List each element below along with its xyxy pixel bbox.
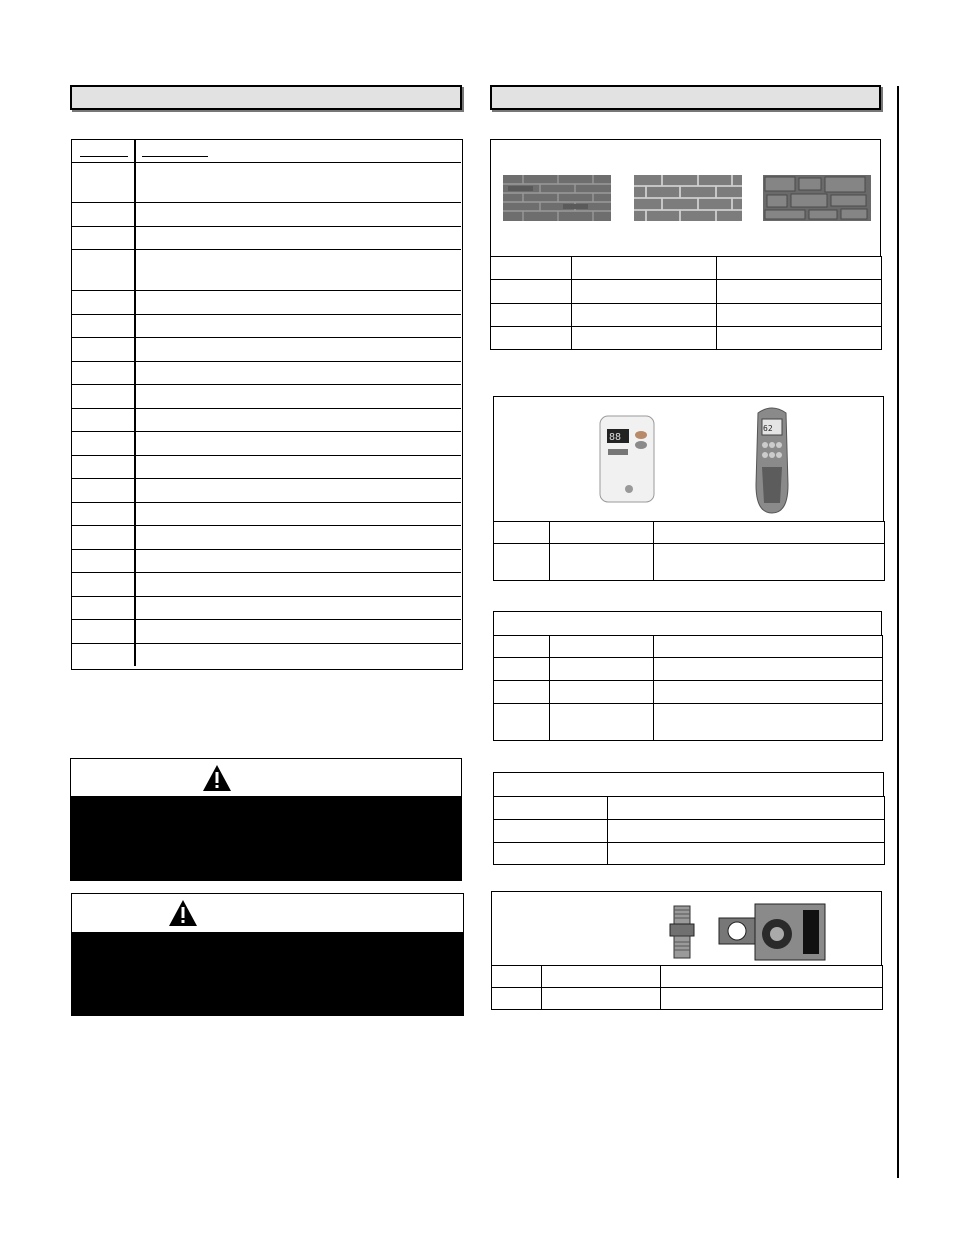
remote-table <box>493 521 885 581</box>
warning-triangle-icon <box>168 899 198 927</box>
table-three-col <box>493 635 883 741</box>
fittings-cell <box>661 966 883 988</box>
three-col-cell <box>494 636 550 658</box>
three-col-cell <box>654 636 883 658</box>
brick-panel-cell <box>717 327 882 350</box>
brick-panel-cell <box>717 280 882 304</box>
remote-cell <box>494 544 550 581</box>
two-col-row <box>494 843 885 865</box>
parts-table <box>71 139 463 670</box>
two-col-cell <box>608 820 885 843</box>
remote-cell <box>550 544 654 581</box>
fittings-cell <box>661 988 883 1010</box>
header-underline-1 <box>80 156 128 157</box>
parts-table-row <box>72 338 461 362</box>
parts-table-row <box>72 315 461 338</box>
brick-panel-row <box>491 304 882 327</box>
svg-text:62: 62 <box>763 424 773 433</box>
remote-row <box>494 544 885 581</box>
brick-panel-cell <box>572 304 717 327</box>
parts-table-row <box>72 644 461 666</box>
brick-swatch-1 <box>503 175 611 221</box>
fittings-row <box>492 966 883 988</box>
remote-row <box>494 522 885 544</box>
parts-table-row <box>72 250 461 291</box>
warning-box-1 <box>70 758 462 881</box>
parts-table-row <box>72 291 461 315</box>
remote-cell <box>654 544 885 581</box>
right-section-header <box>490 85 881 110</box>
warning-body-1 <box>71 796 461 880</box>
remote-image-box <box>493 396 884 522</box>
warning-triangle-icon <box>202 764 232 792</box>
three-col-row <box>494 636 883 658</box>
three-col-cell <box>654 658 883 681</box>
parts-table-row <box>72 432 461 456</box>
handheld-remote-image <box>754 405 790 517</box>
brick-panel-cell <box>572 327 717 350</box>
brick-panel-cell <box>717 304 882 327</box>
brick-panel-cell <box>717 257 882 280</box>
parts-table-row <box>72 227 461 250</box>
three-col-cell <box>494 704 550 741</box>
header-underline-2 <box>142 156 208 157</box>
parts-table-header <box>72 140 461 163</box>
three-col-row <box>494 681 883 704</box>
parts-table-row <box>72 163 461 203</box>
three-col-cell <box>654 704 883 741</box>
brick-panel-table <box>490 256 882 350</box>
parts-table-body <box>72 163 461 668</box>
brick-panel-row <box>491 257 882 280</box>
wall-thermostat-remote-image <box>599 415 655 503</box>
parts-table-row <box>72 456 461 479</box>
three-col-cell <box>550 636 654 658</box>
fittings-table <box>491 965 883 1010</box>
parts-table-row <box>72 479 461 503</box>
three-col-cell <box>654 681 883 704</box>
brick-panel-row <box>491 280 882 304</box>
two-col-row <box>494 797 885 820</box>
table-two-col <box>493 796 885 865</box>
two-col-cell <box>494 843 608 865</box>
table-three-col-title <box>493 611 882 636</box>
parts-table-row <box>72 409 461 432</box>
two-col-cell <box>494 820 608 843</box>
fittings-cell <box>542 966 661 988</box>
brick-panel-cell <box>491 257 572 280</box>
three-col-cell <box>550 681 654 704</box>
parts-table-row <box>72 620 461 644</box>
three-col-cell <box>494 658 550 681</box>
brick-panel-row <box>491 327 882 350</box>
three-col-cell <box>550 704 654 741</box>
two-col-cell <box>494 797 608 820</box>
warning-header-2 <box>72 894 463 931</box>
parts-table-row <box>72 385 461 409</box>
two-col-cell <box>608 843 885 865</box>
pipe-nipple-fitting-image <box>668 904 696 960</box>
warning-box-2 <box>71 893 464 1016</box>
table-two-col-title <box>493 772 884 797</box>
fittings-row <box>492 988 883 1010</box>
page-edge-rule <box>897 86 899 1178</box>
parts-table-row <box>72 550 461 573</box>
parts-table-row <box>72 203 461 227</box>
brick-panel-cell <box>572 257 717 280</box>
parts-table-row <box>72 503 461 526</box>
brick-panel-cell <box>491 280 572 304</box>
fittings-image-box <box>491 891 882 966</box>
remote-cell <box>494 522 550 544</box>
three-col-row <box>494 704 883 741</box>
brick-swatch-2 <box>634 175 742 221</box>
parts-table-row <box>72 362 461 385</box>
fittings-cell <box>542 988 661 1010</box>
parts-table-row <box>72 573 461 597</box>
gas-valve-image <box>717 900 827 962</box>
brick-panel-image-box <box>490 139 881 257</box>
remote-cell <box>654 522 885 544</box>
three-col-row <box>494 658 883 681</box>
two-col-row <box>494 820 885 843</box>
brick-panel-cell <box>491 327 572 350</box>
parts-table-row <box>72 597 461 620</box>
warning-header-1 <box>71 759 461 795</box>
three-col-cell <box>550 658 654 681</box>
svg-text:88: 88 <box>609 432 622 443</box>
brick-panel-cell <box>572 280 717 304</box>
two-col-cell <box>608 797 885 820</box>
brick-panel-cell <box>491 304 572 327</box>
left-section-header <box>70 85 462 110</box>
remote-cell <box>550 522 654 544</box>
warning-body-2 <box>72 932 463 1015</box>
stone-swatch-3 <box>763 175 871 221</box>
parts-table-row <box>72 526 461 550</box>
fittings-cell <box>492 966 542 988</box>
three-col-cell <box>494 681 550 704</box>
fittings-cell <box>492 988 542 1010</box>
